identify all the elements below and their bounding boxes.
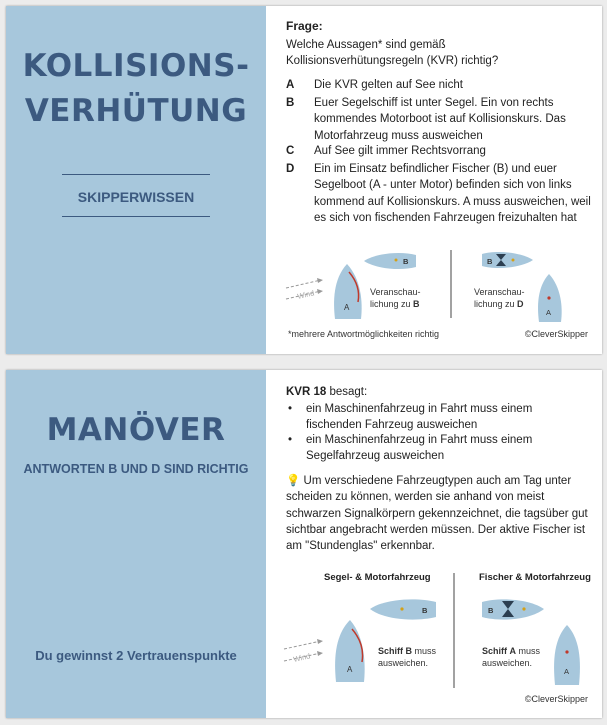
subtitle-rule-bottom — [62, 216, 210, 217]
ship-word: Schiff — [482, 646, 508, 656]
question-content — [266, 6, 602, 354]
question-title-panel — [6, 6, 266, 354]
tip-body: Um verschiedene Fahrzeugtypen auch am Tag unter scheiden zu können, werden sie anhand von meist schwarzen Signalkörpern gekennzeichnet, die tagsüber gut sichtbar angebracht werden müssen. Der aktive Fischer ist am "Stundenglas" erkennbar. — [286, 475, 588, 553]
title-line-2: VERHÜTUNG — [24, 92, 248, 129]
question-card — [6, 6, 602, 354]
lightbulb-icon: 💡 — [286, 475, 301, 487]
copyright: ©CleverSkipper — [524, 329, 588, 339]
option-text: Auf See gilt immer Rechtsvorrang — [314, 145, 486, 157]
bullet-dot: • — [288, 434, 293, 446]
subtitle-rule-top — [62, 174, 210, 175]
card-subtitle: SKIPPERWISSEN — [77, 189, 195, 205]
boat-a-label-r: A — [564, 667, 570, 676]
must-yield: muss ausweichen. — [378, 646, 437, 668]
boat-a-label: A — [344, 303, 350, 312]
question-text: Welche Aussagen* sind gemäß Kollisionsverhütungsregeln (KVR) richtig? — [286, 39, 499, 68]
correct-answer: ANTWORTEN B UND D SIND RICHTIG — [23, 462, 249, 476]
option-letter: A — [286, 79, 295, 91]
caption-d-letter: D — [517, 298, 524, 309]
kvr-said: besagt: — [326, 386, 368, 398]
caption-right — [482, 646, 544, 669]
ship-letter: B — [405, 646, 413, 656]
answer-content — [266, 370, 602, 718]
diagram-sail-motor — [284, 599, 436, 682]
card-title: MANÖVER — [46, 412, 226, 448]
boat-a-label: A — [347, 665, 353, 674]
card-title — [6, 44, 266, 134]
ship-word: Schiff — [378, 646, 404, 656]
fisher-label: B — [488, 606, 494, 615]
ship-letter: A — [509, 646, 517, 656]
diagram-heading-right: Fischer & Motorfahrzeug — [479, 572, 591, 583]
copyright: ©CleverSkipper — [524, 694, 588, 704]
caption-b — [370, 287, 430, 310]
boat-b-label: B — [403, 257, 409, 266]
caption-b-letter: B — [413, 298, 420, 309]
points-awarded: Du gewinnst 2 Vertrauenspunkte — [35, 648, 237, 663]
wind-label: Wind — [292, 651, 312, 664]
must-yield: muss ausweichen. — [482, 646, 541, 668]
boat-a-label-d: A — [546, 308, 552, 317]
footnote: *mehrere Antwortmöglichkeiten richtig — [288, 329, 440, 339]
option-text: Euer Segelschiff ist unter Segel. Ein von rechts kommendes Motorboot ist auf Kollisionskurs. Das Motorfahrzeug muss ausweichen — [314, 97, 566, 142]
option-letter: B — [286, 97, 295, 109]
caption-d-text: Veranschau-lichung zu — [474, 287, 525, 309]
kvr-number: KVR 18 — [286, 386, 327, 398]
caption-d — [474, 287, 534, 310]
rule-text: ein Maschinenfahrzeug in Fahrt muss einem Segelfahrzeug ausweichen — [306, 434, 533, 463]
answer-card — [6, 370, 602, 718]
diagram-illustrations — [266, 6, 602, 354]
caption-b-text: Veranschau-lichung zu — [370, 287, 421, 309]
caption-left — [378, 646, 440, 669]
title-line-1: KOLLISIONS- — [22, 48, 250, 84]
answer-title-panel — [6, 370, 266, 718]
boat-a-shape — [554, 625, 580, 685]
diagram-heading-left: Segel- & Motorfahrzeug — [324, 572, 431, 583]
wind-label: Wind — [296, 288, 316, 301]
question-label: Frage: — [286, 19, 323, 33]
option-letter: D — [286, 163, 295, 175]
bullet-dot: • — [288, 403, 293, 415]
option-letter: C — [286, 145, 295, 157]
option-text: Ein im Einsatz befindlicher Fischer (B) und euer Segelboot (A - unter Motor) befinden sich von links kommend auf Kollisionskurs. A muss ausweichen, weil es sich von fischenden Fahrzeugen freizuhalten hat — [314, 163, 591, 224]
rule-text: ein Maschinenfahrzeug in Fahrt muss einem fischenden Fahrzeug ausweichen — [306, 403, 533, 432]
boat-b-label: B — [422, 606, 428, 615]
option-text: Die KVR gelten auf See nicht — [314, 79, 463, 91]
diagram-fisher-motor — [482, 599, 580, 685]
fisher-label: B — [487, 257, 493, 266]
